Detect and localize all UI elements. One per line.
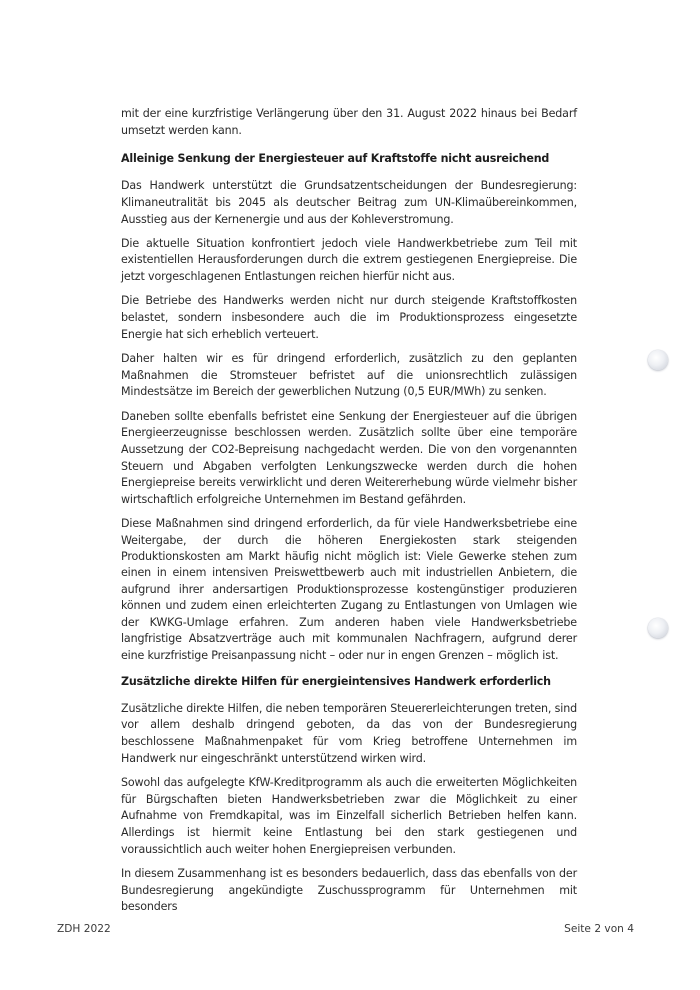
footer-organization: ZDH 2022: [57, 923, 111, 935]
punch-hole-top: [648, 350, 668, 370]
paragraph-kfw-programm: Sowohl das aufgelegte KfW-Kreditprogramm als auch die erweiterten Möglichkeiten für Bürgschaften bieten Handwerksbetrieben zwar die Möglichkeit zu einer Aufnahme von Fremdkapital, was im Einzelfall sicherlich Betrieben helfen kann. Allerdings ist hiermit keine Entlastung bei den stark gestiegenen und voraussichtlich auch weiter hohen Energiepreisen verbunden.: [121, 775, 577, 856]
section-heading-direkte-hilfen: Zusätzliche direkte Hilfen für energieintensives Handwerk erforderlich: [121, 674, 551, 688]
paragraph-stromsteuer: Daher halten wir es für dringend erforderlich, zusätzlich zu den geplanten Maßnahmen die Stromsteuer befristet auf die unionsrechtlich zulässigen Mindestsätze im Bereich der gewerblichen Nutzung (0,5 EUR/MWh) zu senken.: [121, 351, 577, 399]
footer-page-number: Seite 2 von 4: [564, 923, 634, 935]
paragraph-zuschussprogramm: In diesem Zusammenhang ist es besonders bedauerlich, dass das ebenfalls von der Bundesregierung angekündigte Zuschussprogramm für Unternehmen mit besonders: [121, 866, 577, 914]
paragraph-kraftstoffkosten: Die Betriebe des Handwerks werden nicht nur durch steigende Kraftstoffkosten belastet, sondern insbesondere auch die im Produktionsprozess eingesetzte Energie hat sich erheblich verteuert.: [121, 294, 577, 341]
paragraph-grundsatz: Das Handwerk unterstützt die Grundsatzentscheidungen der Bundesregierung: Klimaneutralität bis 2045 als deutscher Beitrag zum UN-Klimaübereinkommen, Ausstieg aus der Kernenergie und aus der Kohleverstromung.: [121, 179, 577, 226]
paragraph-direkte-hilfen: Zusätzliche direkte Hilfen, die neben temporären Steuererleichterungen treten, sind vor allem deshalb dringend geboten, da das von der Bundesregierung beschlossene Maßnahmenpaket für vom Krieg betroffene Unternehmen im Handwerk nur eingeschränkt unterstützend wirken wird.: [121, 701, 577, 765]
paragraph-massnahmen: Diese Maßnahmen sind dringend erforderlich, da für viele Handwerksbetriebe eine Weitergabe, der durch die höheren Energiekosten stark steigenden Produktionskosten am Markt häufig nicht möglich ist: Viele Gewerke stehen zum einen in einem intensiven Preiswettbewerb auch mit industriellen Anbietern, die aufgrund ihrer andersartigen Produktionsprozesse kostengünstiger produzieren können und zudem einen erleichterten Zugang zu Entlastungen von Umlagen wie der KWKG-Umlage erfahren. Zum anderen haben viele Handwerksbetriebe langfristige Absatzverträge auch mit kommunalen Nachfragern, aufgrund derer eine kurzfristige Preisanpassung nicht – oder nur in engen Grenzen – möglich ist.: [121, 517, 577, 662]
document-body: [121, 106, 577, 916]
paragraph-continuation: mit der eine kurzfristige Verlängerung über den 31. August 2022 hinaus bei Bedarf umsetzt werden kann.: [121, 107, 577, 137]
punch-hole-bottom: [648, 618, 668, 638]
paragraph-situation: Die aktuelle Situation konfrontiert jedoch viele Handwerkbetriebe zum Teil mit existentiellen Herausforderungen durch die extrem gestiegenen Energiepreise. Die jetzt vorgeschlagenen Entlastungen reichen hierfür nicht aus.: [121, 236, 577, 284]
paragraph-energiesteuer-co2: Daneben sollte ebenfalls befristet eine Senkung der Energiesteuer auf die übrigen Energieerzeugnisse beschlossen werden. Zusätzlich sollte über eine temporäre Aussetzung der CO2-Bepreisung nachgedacht werden. Die von den vorgenannten Steuern und Abgaben verfolgten Lenkungszwecke werden durch die hohen Energiepreise bereits verwirklicht und deren Weitererhebung würde vielmehr bisher wirtschaftlich erfolgreiche Unternehmen im Bestand gefährden.: [121, 409, 577, 507]
section-heading-energiesteuer: Alleinige Senkung der Energiesteuer auf Kraftstoffe nicht ausreichend: [121, 152, 550, 166]
